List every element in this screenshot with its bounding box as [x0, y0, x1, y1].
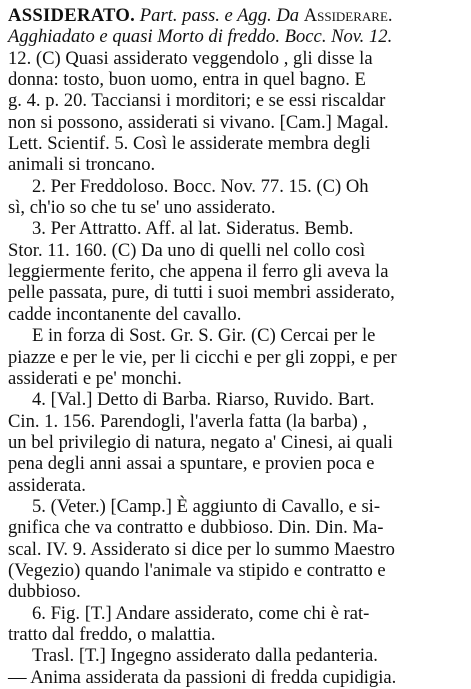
sense-line: sì, ch'io so che tu se' uno assiderato.: [8, 197, 276, 219]
sense-line: Stor. 11. 160. (C) Da uno di quelli nel collo così: [8, 239, 366, 261]
entry-line: Agghiadato e quasi Morto di freddo. Bocc. Nov. 12.: [8, 26, 393, 48]
entry-line-text: Part. pass. e Agg. Da: [135, 5, 304, 26]
sense-line: pelle passata, pure, di tutti i suoi membri assiderato,: [8, 282, 395, 304]
sense-line: gnifica che va contratto e dubbioso. Din. Din. Ma-: [8, 517, 384, 539]
sense-line: leggiermente ferito, che appena il ferro gli aveva la: [8, 261, 389, 283]
sense-line: 5. (Veter.) [Camp.] È aggiunto di Cavallo, e si-: [32, 495, 381, 517]
sense-5: [8, 496, 462, 603]
entry-main: [8, 5, 462, 176]
sense-3: [8, 218, 462, 325]
sense-line: scal. IV. 9. Assiderato si dice per lo summo Maestro: [8, 538, 395, 560]
entry-line: g. 4. p. 20. Tacciansi i morditori; e se essi riscaldar: [8, 90, 386, 112]
sense-line: dubbioso.: [8, 581, 81, 603]
sense-line: (Vegezio) quando l'animale va stipido e contratto e: [8, 559, 386, 581]
sense-sost: [8, 325, 462, 389]
entry-line: animali si troncano.: [8, 154, 156, 176]
sense-line: assiderata.: [8, 474, 86, 496]
sense-line: 4. [Val.] Detto di Barba. Riarso, Ruvido. Bart.: [32, 389, 375, 411]
sense-line: assiderati e pe' monchi.: [8, 367, 182, 389]
sense-line: Trasl. [T.] Ingegno assiderato dalla pedanteria.: [32, 645, 378, 667]
sense-line: piazze e per le vie, per li cicchi e per gli zoppi, e per: [8, 346, 397, 368]
entry-line: non si possono, assiderati si vivano. [Cam.] Magal.: [8, 111, 389, 133]
entry-line: [8, 5, 462, 26]
sense-4: [8, 389, 462, 496]
sense-line: pena degli anni assai a spuntare, e provien poca e: [8, 453, 375, 475]
entry-line: Lett. Scientif. 5. Così le assiderate membra degli: [8, 133, 371, 155]
sense-2: [8, 176, 462, 219]
sense-line: — Anima assiderata da passioni di fredda cupidigia.: [8, 666, 397, 688]
sense-line: 6. Fig. [T.] Andare assiderato, come chi è rat-: [32, 602, 370, 624]
sense-line: cadde incontanente del cavallo.: [8, 303, 242, 325]
sense-line: E in forza di Sost. Gr. S. Gir. (C) Cercai per le: [32, 325, 376, 347]
sense-line: Cin. 1. 156. Parendogli, l'averla fatta (la barba) ,: [8, 410, 368, 432]
sense-trasl: [8, 645, 462, 688]
sense-6: [8, 603, 462, 646]
sense-line: un bel privilegio di natura, negato a' Cinesi, ai quali: [8, 431, 393, 453]
headword: ASSIDERATO.: [8, 5, 136, 26]
sense-line: 2. Per Freddoloso. Bocc. Nov. 77. 15. (C) Oh: [32, 175, 369, 197]
entry-line: donna: tosto, buon uomo, entra in quel bagno. E: [8, 69, 366, 91]
entry-line-text: Assiderare.: [303, 5, 393, 26]
sense-line: 3. Per Attratto. Aff. al lat. Sideratus. Bemb.: [32, 218, 354, 240]
sense-line: tratto dal freddo, o malattia.: [8, 623, 216, 645]
entry-line: 12. (C) Quasi assiderato veggendolo , gli disse la: [8, 47, 373, 69]
